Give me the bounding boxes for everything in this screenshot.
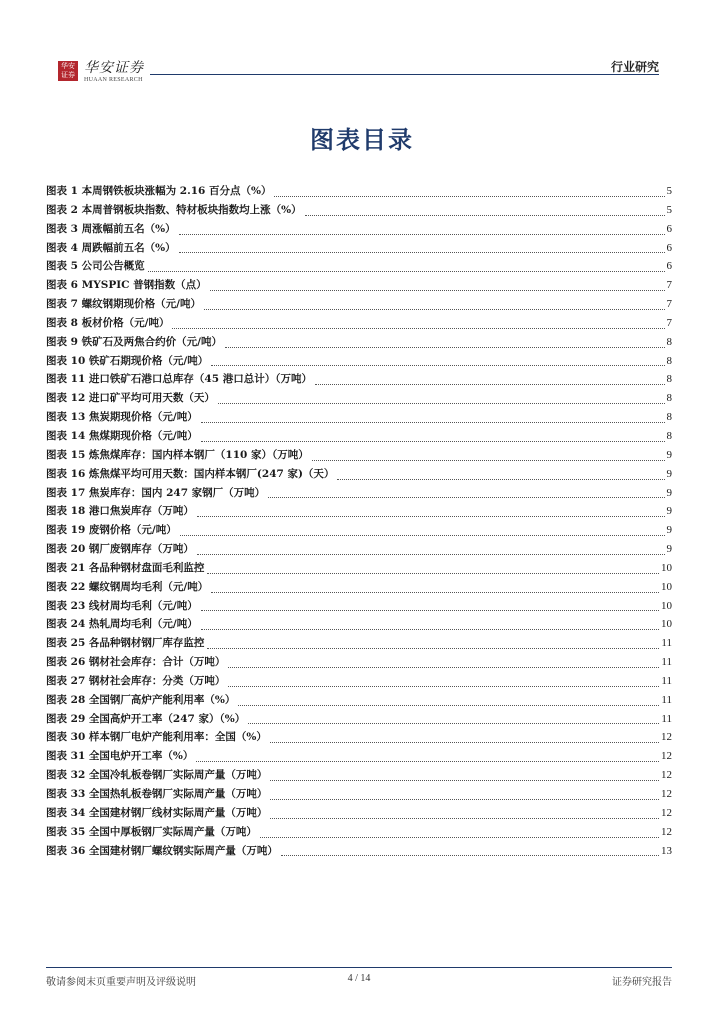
toc-entry-page: 6 [666,241,672,254]
logo-en-text: HUAAN RESEARCH [84,77,143,83]
toc-entry-label: 图表 20 钢厂废钢库存（万吨） [46,543,194,556]
toc-entry-page: 11 [661,674,672,687]
toc-entry[interactable] [46,315,672,334]
toc-leader-dots [197,515,665,517]
toc-leader-dots [204,308,665,310]
toc-leader-dots [268,496,664,498]
toc-entry[interactable] [46,616,672,635]
toc-entry-label: 图表 5 公司公告概览 [46,260,145,273]
toc-entry[interactable] [46,466,672,485]
toc-entry-label: 图表 6 MYSPIC 普钢指数（点） [46,279,207,292]
page-footer [46,973,672,989]
toc-entry-page: 5 [666,185,672,197]
footer-doc-type: 证券研究报告 [612,977,672,988]
toc-leader-dots [312,459,665,461]
toc-entry-label: 图表 7 螺纹钢期现价格（元/吨） [46,298,201,311]
toc-entry-page: 8 [666,392,672,405]
toc-entry[interactable] [46,447,672,466]
toc-entry[interactable] [46,371,672,390]
toc-leader-dots [270,798,659,800]
toc-entry-label: 图表 9 铁矿石及两焦合约价（元/吨） [46,335,222,348]
toc-leader-dots [315,383,665,385]
toc-entry[interactable] [46,428,672,447]
toc-leader-dots [305,214,665,216]
toc-entry[interactable] [46,221,672,240]
toc-leader-dots [228,666,659,668]
toc-entry[interactable] [46,748,672,767]
table-of-figures [46,183,672,861]
toc-leader-dots [248,722,659,724]
toc-entry-page: 9 [666,448,672,461]
toc-entry-label: 图表 35 全国中厚板钢厂实际周产量（万吨） [46,825,257,838]
toc-leader-dots [225,346,665,348]
toc-entry[interactable] [46,805,672,824]
toc-entry[interactable] [46,598,672,617]
toc-entry-page: 12 [661,750,672,763]
toc-leader-dots [274,195,664,197]
toc-leader-dots [270,741,659,743]
toc-entry-page: 12 [661,769,672,782]
toc-entry[interactable] [46,767,672,786]
company-logo [58,61,144,84]
toc-entry-page: 12 [661,731,672,744]
toc-entry-page: 9 [666,486,672,499]
toc-entry[interactable] [46,240,672,259]
header-divider [150,74,659,75]
toc-entry-page: 9 [666,505,672,518]
toc-leader-dots [201,421,665,423]
toc-entry-page: 12 [661,788,672,800]
toc-leader-dots [196,760,659,762]
toc-entry[interactable] [46,334,672,353]
toc-entry[interactable] [46,503,672,522]
toc-entry-page: 13 [661,844,672,857]
toc-entry-label: 图表 21 各品种钢材盘面毛利监控 [46,561,205,574]
toc-entry[interactable] [46,183,672,202]
toc-leader-dots [201,628,659,630]
page-number: 4 / 14 [347,973,371,984]
toc-entry-label: 图表 11 进口铁矿石港口总库存（45 港口总计）（万吨） [46,373,312,386]
toc-entry[interactable] [46,409,672,428]
toc-leader-dots [270,779,659,781]
toc-entry-label: 图表 10 铁矿石期现价格（元/吨） [46,354,209,367]
toc-entry[interactable] [46,692,672,711]
toc-entry-page: 8 [666,373,672,386]
toc-entry-page: 6 [666,222,672,235]
toc-leader-dots [201,609,659,611]
toc-entry-page: 8 [666,429,672,442]
toc-entry-page: 9 [666,543,672,556]
logo-text [84,61,144,84]
toc-entry-label: 图表 12 进口矿平均可用天数（天） [46,392,215,405]
toc-leader-dots [228,685,659,687]
toc-leader-dots [218,402,665,404]
toc-entry-label: 图表 18 港口焦炭库存（万吨） [46,505,194,518]
toc-entry-label: 图表 33 全国热轧板卷钢厂实际周产量（万吨） [46,788,268,800]
toc-leader-dots [179,251,665,253]
toc-entry[interactable] [46,729,672,748]
toc-entry-label: 图表 19 废钢价格（元/吨） [46,524,177,537]
toc-entry-page: 7 [666,316,672,329]
footer-disclaimer: 敬请参阅末页重要声明及评级说明 [46,977,196,988]
toc-entry-page: 7 [666,298,672,311]
logo-seal-icon: 华安证券 [58,61,78,81]
toc-entry-label: 图表 30 样本钢厂电炉产能利用率：全国（%） [46,731,267,744]
toc-entry[interactable] [46,635,672,654]
toc-entry-label: 图表 24 热轧周均毛利（元/吨） [46,618,198,631]
page-header [0,0,724,100]
toc-entry[interactable] [46,786,672,805]
toc-leader-dots [337,478,664,480]
toc-entry-page: 11 [661,637,672,650]
toc-entry-label: 图表 13 焦炭期现价格（元/吨） [46,411,198,424]
toc-entry-page: 11 [661,712,672,725]
toc-entry[interactable] [46,654,672,673]
toc-entry[interactable] [46,824,672,843]
toc-entry[interactable] [46,202,672,221]
toc-entry-page: 12 [661,806,672,819]
toc-leader-dots [238,704,659,706]
toc-entry[interactable] [46,353,672,372]
toc-entry[interactable] [46,277,672,296]
toc-entry-page: 11 [661,656,672,669]
toc-entry[interactable] [46,522,672,541]
toc-entry-page: 10 [661,618,672,631]
toc-entry-page: 5 [666,203,672,216]
toc-leader-dots [201,440,665,442]
toc-entry-label: 图表 22 螺纹钢周均毛利（元/吨） [46,580,209,593]
toc-entry[interactable] [46,843,672,862]
toc-leader-dots [270,817,659,819]
toc-entry-label: 图表 27 钢材社会库存：分类（万吨） [46,674,226,687]
toc-entry-label: 图表 23 线材周均毛利（元/吨） [46,599,198,612]
toc-entry[interactable] [46,485,672,504]
toc-entry-page: 12 [661,825,672,838]
toc-entry[interactable] [46,296,672,315]
toc-entry[interactable] [46,673,672,692]
toc-entry-label: 图表 14 焦煤期现价格（元/吨） [46,429,198,442]
toc-entry-page: 8 [666,411,672,424]
toc-entry-label: 图表 29 全国高炉开工率（247 家）（%） [46,712,246,725]
toc-entry-label: 图表 34 全国建材钢厂线材实际周产量（万吨） [46,806,268,819]
toc-entry-page: 10 [661,561,672,574]
toc-entry-label: 图表 4 周跌幅前五名（%） [46,241,176,254]
toc-entry-page: 6 [666,260,672,273]
toc-entry-page: 7 [666,279,672,292]
toc-entry-page: 8 [666,354,672,367]
toc-entry-label: 图表 31 全国电炉开工率（%） [46,750,194,763]
toc-leader-dots [260,836,659,838]
toc-entry-page: 9 [666,524,672,537]
logo-cn-text: 华安证券 [84,60,144,76]
toc-entry-label: 图表 8 板材价格（元/吨） [46,316,170,329]
toc-leader-dots [211,591,659,593]
toc-entry-label: 图表 2 本周普钢板块指数、特材板块指数均上涨（%） [46,203,302,216]
toc-entry-label: 图表 17 焦炭库存：国内 247 家钢厂（万吨） [46,486,266,499]
toc-entry-label: 图表 16 炼焦煤平均可用天数：国内样本钢厂(247 家)（天） [46,467,335,480]
toc-leader-dots [179,233,665,235]
toc-entry-label: 图表 36 全国建材钢厂螺纹钢实际周产量（万吨） [46,844,278,857]
footer-divider [46,967,672,968]
toc-leader-dots [210,289,665,291]
toc-entry-label: 图表 28 全国钢厂高炉产能利用率（%） [46,693,236,706]
toc-leader-dots [180,534,665,536]
toc-entry-label: 图表 26 钢材社会库存：合计（万吨） [46,656,226,669]
toc-entry-page: 9 [666,467,672,480]
toc-entry-label: 图表 25 各品种钢材钢厂库存监控 [46,637,205,650]
toc-leader-dots [172,327,664,329]
toc-entry[interactable] [46,579,672,598]
toc-entry-label: 图表 1 本周钢铁板块涨幅为 2.16 百分点（%） [46,185,272,197]
toc-entry-page: 10 [661,580,672,593]
toc-entry[interactable] [46,258,672,277]
toc-leader-dots [207,647,659,649]
toc-leader-dots [197,553,665,555]
page-title: 图表目录 [310,125,414,154]
toc-leader-dots [207,572,659,574]
toc-entry[interactable] [46,711,672,730]
toc-entry-label: 图表 32 全国冷轧板卷钢厂实际周产量（万吨） [46,769,268,782]
toc-entry-label: 图表 15 炼焦煤库存：国内样本钢厂（110 家）（万吨） [46,448,309,461]
toc-leader-dots [281,854,659,856]
toc-entry-page: 11 [661,693,672,706]
toc-entry[interactable] [46,541,672,560]
toc-entry-page: 10 [661,599,672,612]
toc-leader-dots [211,364,664,366]
toc-entry-page: 8 [666,335,672,348]
toc-entry[interactable] [46,390,672,409]
toc-leader-dots [148,270,665,272]
toc-entry[interactable] [46,560,672,579]
toc-entry-label: 图表 3 周涨幅前五名（%） [46,222,176,235]
header-tag: 行业研究 [610,60,659,74]
